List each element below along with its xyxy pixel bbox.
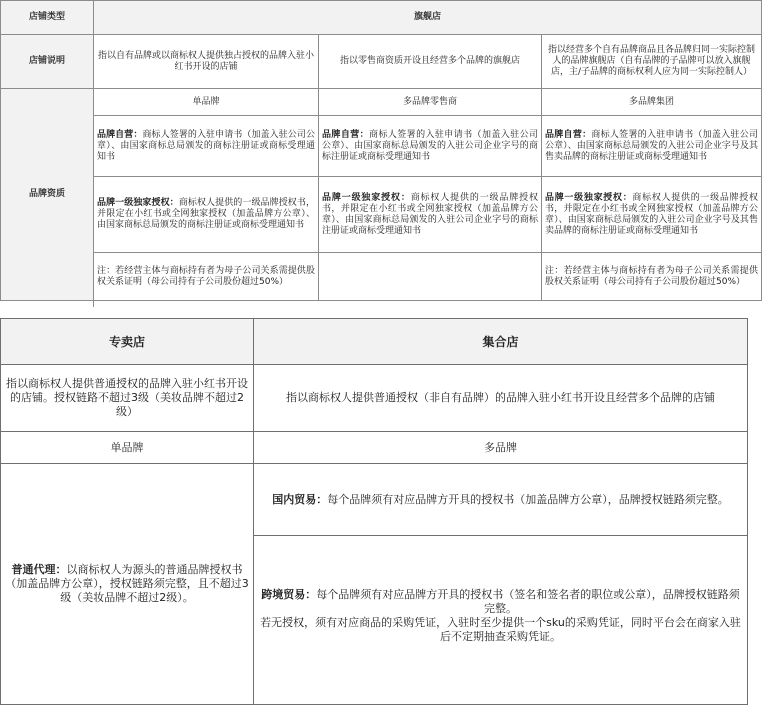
exclusive-title: 品牌一级独家授权： bbox=[322, 192, 411, 203]
store-desc-group-text: 指以经营多个自有品牌商品且各品牌归同一实际控制人的品牌旗舰店（自有品牌的子品牌可以放入旗舰店，主/子品牌的商标权利人应为同一实际控制人） bbox=[547, 45, 755, 77]
store-desc-label-text: 店铺说明 bbox=[28, 56, 65, 66]
self-owned-body: 商标人签署的入驻申请书（加盖入驻公司公章）、由国家商标总局颁发的入驻公司企业字号及其售卖品牌的商标注册证或商标受理通知书 bbox=[545, 129, 758, 162]
header-specialty-store bbox=[0, 318, 254, 365]
subheader-multi-group-text: 多品牌集团 bbox=[628, 96, 674, 107]
subheader-multi-brand bbox=[253, 431, 748, 464]
store-type-value-text: 旗舰店 bbox=[413, 12, 441, 22]
subheader-single-brand-text: 单品牌 bbox=[110, 440, 144, 454]
flagship-store-table bbox=[0, 0, 762, 307]
desc-collection-store-text: 指以商标权人提供普通授权（非自有品牌）的品牌入驻小红书开设且经营多个品牌的店铺 bbox=[286, 391, 715, 404]
store-desc-retailer bbox=[318, 34, 542, 89]
subheader-multi-brand-text: 多品牌 bbox=[484, 440, 517, 454]
header-collection-store bbox=[253, 318, 748, 365]
note-group-text: 注：若经营主体与商标持有者为母子公司关系需提供股权关系证明（母公司持有子公司股份超过50%） bbox=[545, 265, 758, 287]
note-retailer-empty bbox=[318, 252, 542, 301]
subheader-single-brand bbox=[0, 431, 254, 464]
crossborder-trade-requirement bbox=[253, 535, 748, 705]
specialty-collection-table bbox=[0, 318, 748, 705]
self-owned-single-brand bbox=[93, 115, 319, 177]
crossborder-extra: 若无授权，须有对应商品的采购凭证，入驻时至少提供一个sku的采购凭证，同时平台会在商家入驻后不定期抽查采购凭证。 bbox=[260, 616, 741, 643]
self-owned-retailer bbox=[318, 115, 542, 177]
table-continuation-edge bbox=[0, 300, 762, 307]
desc-specialty-store bbox=[0, 364, 254, 432]
subheader-single-brand-text: 单品牌 bbox=[192, 96, 220, 107]
header-specialty-store-text: 专卖店 bbox=[108, 334, 145, 349]
subheader-multi-retailer bbox=[318, 88, 542, 116]
exclusive-title: 品牌一级独家授权： bbox=[97, 198, 179, 208]
subheader-multi-retailer-text: 多品牌零售商 bbox=[402, 96, 457, 107]
exclusive-title: 品牌一级独家授权： bbox=[545, 192, 633, 203]
self-owned-title: 品牌自营： bbox=[97, 129, 143, 140]
agent-requirement bbox=[0, 463, 254, 705]
store-type-label-text: 店铺类型 bbox=[28, 12, 65, 22]
exclusive-body: 商标权人提供的一级品牌授权书，并限定在小红书或全网独家授权（加盖品牌方公章）、由国家商标总局颁发的入驻公司企业字号的商标注册证或商标受理通知书 bbox=[322, 192, 538, 236]
exclusive-single-brand bbox=[93, 176, 319, 253]
exclusive-body: 商标权人提供的一级品牌授权书，并限定在小红书或全网独家授权（加盖品牌方公章）、由国家商标总局颁发的入驻公司企业字号及其售卖品牌的商标注册证或商标受理通知书 bbox=[545, 192, 758, 236]
store-desc-retailer-text: 指以零售商资质开设且经营多个品牌的旗舰店 bbox=[339, 56, 520, 66]
exclusive-body: 商标权人提供的一级品牌授权书，并限定在小红书或全网独家授权（加盖品牌方公章）、由国家商标总局颁发的商标注册证或商标受理通知书 bbox=[97, 198, 315, 230]
self-owned-group bbox=[541, 115, 762, 177]
store-desc-single-brand bbox=[93, 34, 319, 89]
note-single-brand-text: 注：若经营主体与商标持有者为母子公司关系需提供股权关系证明（母公司持有子公司股份超过50%） bbox=[97, 265, 315, 287]
crossborder-title: 跨境贸易： bbox=[261, 588, 317, 601]
self-owned-body: 商标人签署的入驻申请书（加盖入驻公司公章）、由国家商标总局颁发的入驻公司企业字号的商标注册证或商标受理通知书 bbox=[322, 129, 538, 162]
brand-qualification-label-text: 品牌资质 bbox=[28, 189, 65, 199]
agent-title: 普通代理： bbox=[11, 563, 67, 576]
self-owned-body: 商标人签署的入驻申请书（加盖入驻公司公章）、由国家商标总局颁发的商标注册证或商标受理通知书 bbox=[97, 129, 315, 162]
exclusive-group bbox=[541, 176, 762, 253]
subheader-multi-group bbox=[541, 88, 762, 116]
store-type-value bbox=[93, 0, 762, 35]
desc-specialty-store-text: 指以商标权人提供普通授权的品牌入驻小红书开设的店铺。授权链路不超过3级（美妆品牌不超过2级） bbox=[6, 377, 248, 418]
note-single-brand bbox=[93, 252, 319, 301]
domestic-title: 国内贸易： bbox=[272, 492, 328, 506]
subheader-single-brand bbox=[93, 88, 319, 116]
exclusive-retailer bbox=[318, 176, 542, 253]
crossborder-body: 每个品牌须有对应品牌方开具的授权书（签名和签名者的职位或公章），品牌授权链路须完整。 bbox=[316, 588, 740, 615]
agent-body: 以商标权人为源头的普通品牌授权书（加盖品牌方公章），授权链路须完整，且不超过3级（美妆品牌不超过2级）。 bbox=[5, 563, 249, 604]
store-type-label bbox=[0, 0, 94, 35]
desc-collection-store bbox=[253, 364, 748, 432]
domestic-body: 每个品牌须有对应品牌方开具的授权书（加盖品牌方公章），品牌授权链路须完整。 bbox=[327, 492, 729, 506]
self-owned-title: 品牌自营： bbox=[322, 129, 370, 140]
store-desc-single-brand-text: 指以自有品牌或以商标权人提供独占授权的品牌入驻小红书开设的店铺 bbox=[98, 50, 315, 72]
store-desc-group bbox=[541, 34, 762, 89]
note-group bbox=[541, 252, 762, 301]
self-owned-title: 品牌自营： bbox=[545, 129, 592, 140]
brand-qualification-label bbox=[0, 88, 94, 301]
domestic-trade-requirement bbox=[253, 463, 748, 536]
header-collection-store-text: 集合店 bbox=[482, 334, 519, 349]
store-desc-label bbox=[0, 34, 94, 89]
